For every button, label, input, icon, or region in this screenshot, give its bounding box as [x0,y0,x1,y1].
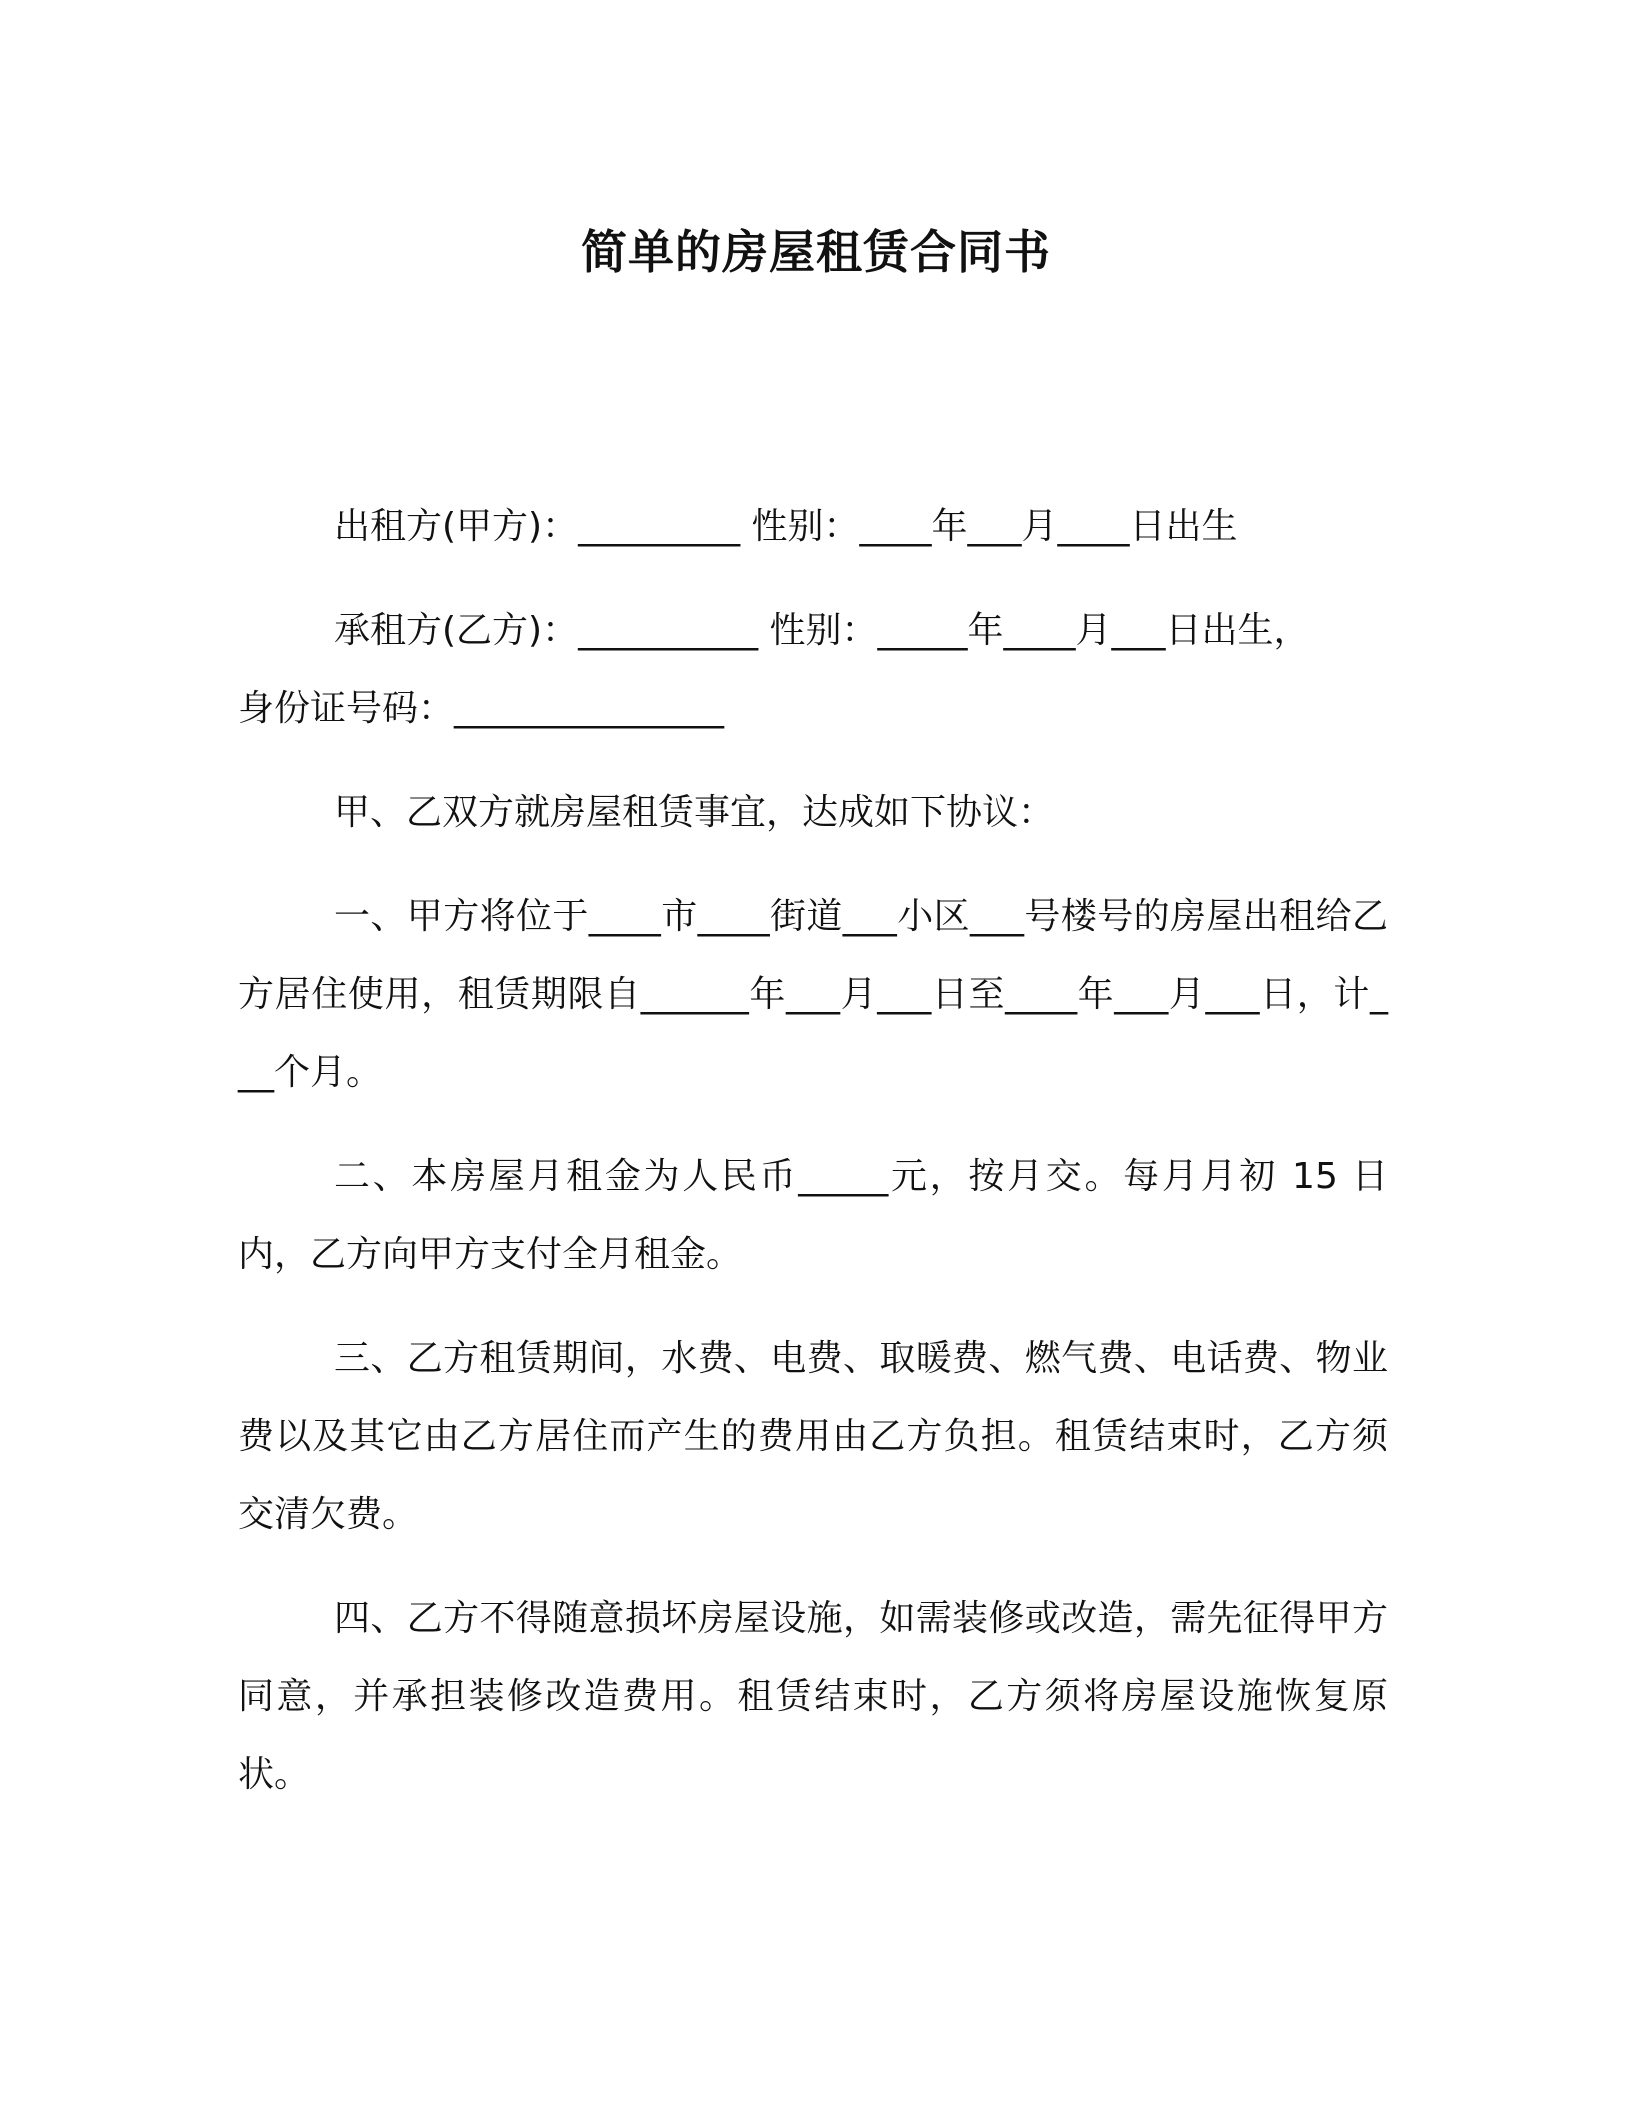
clause-1: 一、甲方将位于____市____街道___小区___号楼号的房屋出租给乙方居住使用，租赁期限自______年___月___日至____年___月___日，计___个月。 [238,896,1388,1093]
clause-2: 二、本房屋月租金为人民币_____元，按月交。每月月初 15 日内，乙方向甲方支付全月租金。 [238,1156,1388,1275]
party-a-line: 出租方(甲方)：_________ 性别：____年___月____日出生 [334,506,1238,547]
clause-4: 四、乙方不得随意损坏房屋设施，如需装修或改造，需先征得甲方同意，并承担装修改造费用。租赁结束时，乙方须将房屋设施恢复原状。 [238,1598,1388,1795]
id-number-line: 身份证号码：_______________ [238,688,725,729]
party-b-block [238,592,1388,748]
agreement-intro: 甲、乙双方就房屋租赁事宜，达成如下协议： [334,792,1055,833]
document-body [238,488,1388,1840]
clause-3: 三、乙方租赁期间，水费、电费、取暖费、燃气费、电话费、物业费以及其它由乙方居住而产生的费用由乙方负担。租赁结束时，乙方须交清欠费。 [238,1338,1388,1535]
party-b-line: 承租方(乙方)：__________ 性别：_____年____月___日出生， [334,610,1310,651]
document-title: 简单的房屋租赁合同书 [581,225,1051,279]
